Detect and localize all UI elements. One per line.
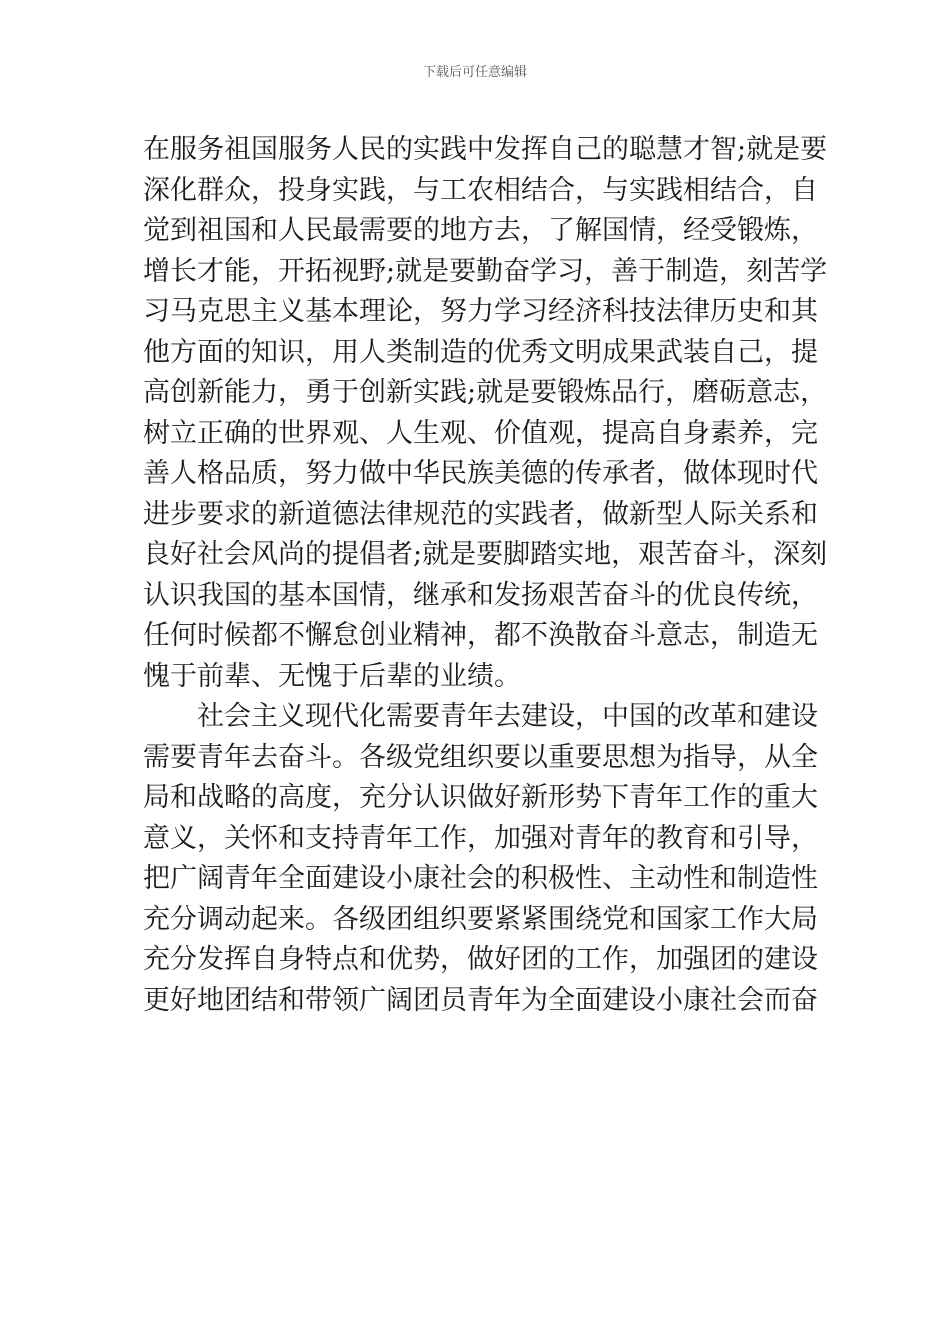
text-line: 在服务祖国服务人民的实践中发挥自己的聪慧才智;就是要 — [143, 134, 828, 165]
text-line: 进步要求的新道德法律规范的实践者，做新型人际关系和 — [143, 498, 818, 530]
paragraph-1 — [143, 130, 828, 697]
text-line: 增长才能，开拓视野;就是要勤奋学习，善于制造，刻苦学 — [143, 255, 828, 287]
text-line: 愧于前辈、无愧于后辈的业绩。 — [143, 660, 521, 692]
text-line: 局和战略的高度，充分认识做好新形势下青年工作的重大 — [143, 782, 818, 813]
text-line: 充分调动起来。各级团组织要紧紧围绕党和国家工作大局 — [143, 903, 818, 935]
text-line: 习马克思主义基本理论，努力学习经济科技法律历史和其 — [143, 296, 818, 327]
text-line: 需要青年去奋斗。各级党组织要以重要思想为指导，从全 — [143, 741, 818, 773]
text-line: 良好社会风尚的提倡者;就是要脚踏实地，艰苦奋斗，深刻 — [143, 539, 828, 570]
paragraph-2 — [143, 697, 823, 1021]
text-line: 认识我国的基本国情，继承和发扬艰苦奋斗的优良传统， — [143, 579, 818, 611]
text-line: 善人格品质，努力做中华民族美德的传承者，做体现时代 — [143, 458, 818, 489]
text-line: 高创新能力，勇于创新实践;就是要锻炼品行，磨砺意志， — [143, 377, 828, 408]
page-header: 下载后可任意编辑 — [422, 65, 527, 80]
text-line: 充分发挥自身特点和优势，做好团的工作，加强团的建设 — [143, 944, 818, 975]
text-line: 社会主义现代化需要青年去建设，中国的改革和建设 — [197, 701, 818, 732]
text-line: 更好地团结和带领广阔团员青年为全面建设小康社会而奋 — [143, 984, 818, 1016]
text-line: 他方面的知识，用人类制造的优秀文明成果武装自己，提 — [143, 336, 818, 368]
text-line: 把广阔青年全面建设小康社会的积极性、主动性和制造性 — [143, 863, 818, 894]
text-line: 意义，关怀和支持青年工作，加强对青年的教育和引导， — [143, 822, 818, 854]
document-body — [143, 130, 828, 1021]
text-line: 深化群众，投身实践，与工农相结合，与实践相结合，自 — [143, 174, 818, 206]
text-line: 任何时候都不懈怠创业精神，都不涣散奋斗意志，制造无 — [143, 620, 818, 651]
text-line: 树立正确的世界观、人生观、价值观，提高自身素养，完 — [143, 417, 818, 449]
text-line: 觉到祖国和人民最需要的地方去，了解国情，经受锻炼， — [143, 215, 818, 246]
